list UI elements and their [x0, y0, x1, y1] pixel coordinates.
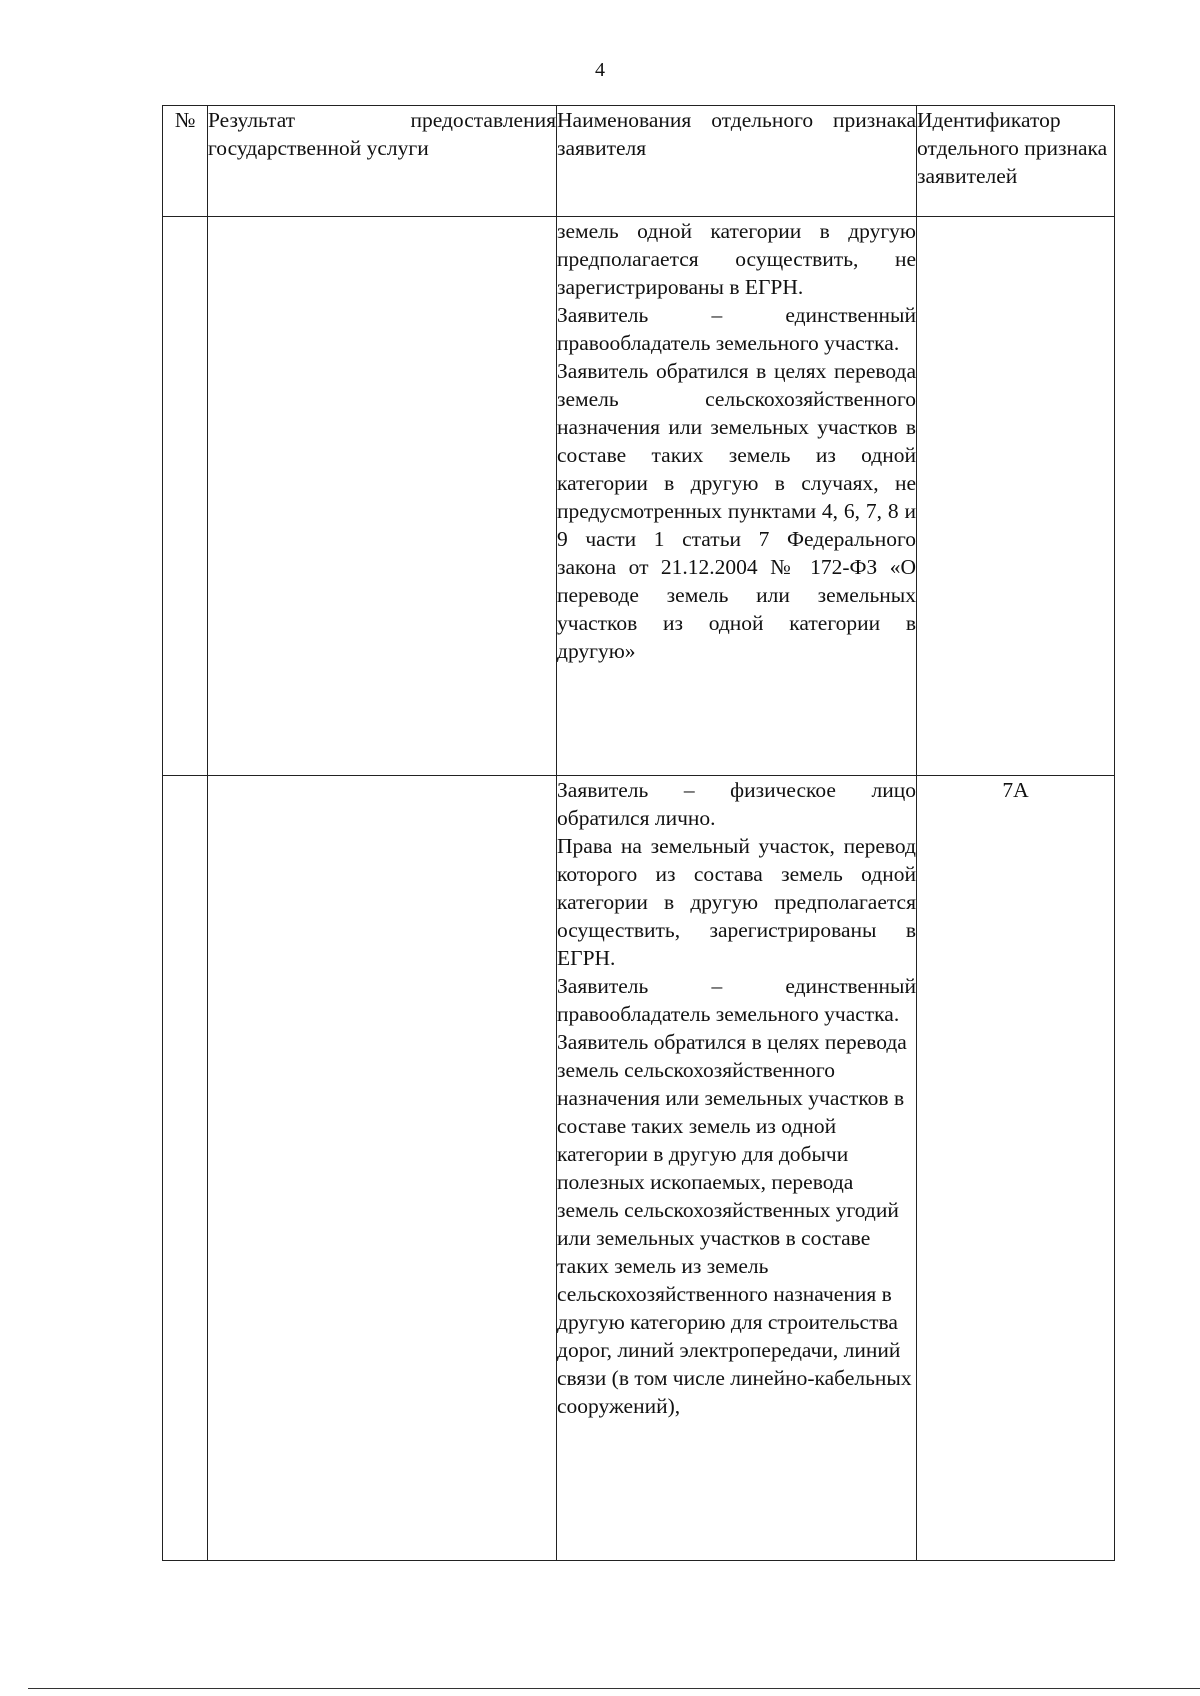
criterion-paragraph: Заявитель обратился в целях перевода земель сельскохозяйственного назначения или земельных участков в составе таких земель из одной категории в другую для добычи полезных ископаемых, перевода земель сельскохозяйственных угодий или земельных участков в составе таких земель из земель сельскохозяйственного назначения в другую категорию для строительства дорог, линий электропередачи, линий связи (в том числе линейно-кабельных сооружений),: [557, 1030, 912, 1418]
page-bottom-rule: [28, 1688, 1200, 1689]
criterion-paragraph: Заявитель – единственный правообладатель земельного участка.: [557, 974, 916, 1026]
table-row: [163, 217, 1115, 776]
row-number-cell: [163, 217, 208, 776]
row-result-cell: [208, 776, 557, 1561]
row-criterion-name-cell: [557, 776, 917, 1561]
header-number: №: [163, 106, 208, 217]
header-criterion-id: Идентификатор отдельного признака заявителей: [917, 106, 1115, 217]
table-row: [163, 776, 1115, 1561]
row-result-cell: [208, 217, 557, 776]
criterion-paragraph: земель одной категории в другую предполагается осуществить, не зарегистрированы в ЕГРН.: [557, 219, 916, 299]
criterion-paragraph: Права на земельный участок, перевод которого из состава земель одной категории в другую предполагается осуществить, зарегистрированы в ЕГРН.: [557, 834, 916, 970]
applicant-criteria-table: [162, 105, 1115, 1561]
header-result: Результат предоставления государственной услуги: [208, 106, 557, 217]
page-number: 4: [595, 59, 605, 81]
row-number-cell: [163, 776, 208, 1561]
criterion-paragraph: Заявитель обратился в целях перевода земель сельскохозяйственного назначения или земельных участков в составе таких земель из одной категории в другую в случаях, не предусмотренных пунктами 4, 6, 7, 8 и 9 части 1 статьи 7 Федерального закона от 21.12.2004 № 172-ФЗ «О переводе земель или земельных участков из одной категории в другую»: [557, 359, 916, 663]
row-criterion-name-cell: [557, 217, 917, 776]
criterion-paragraph: Заявитель – физическое лицо обратился лично.: [557, 778, 916, 830]
row-criterion-id-cell: [917, 217, 1115, 776]
row-criterion-id-cell: 7А: [917, 776, 1115, 1561]
criterion-paragraph: Заявитель – единственный правообладатель земельного участка.: [557, 303, 916, 355]
header-criterion-name: Наименования отдельного признака заявителя: [557, 106, 917, 217]
table-header: [163, 106, 1115, 217]
